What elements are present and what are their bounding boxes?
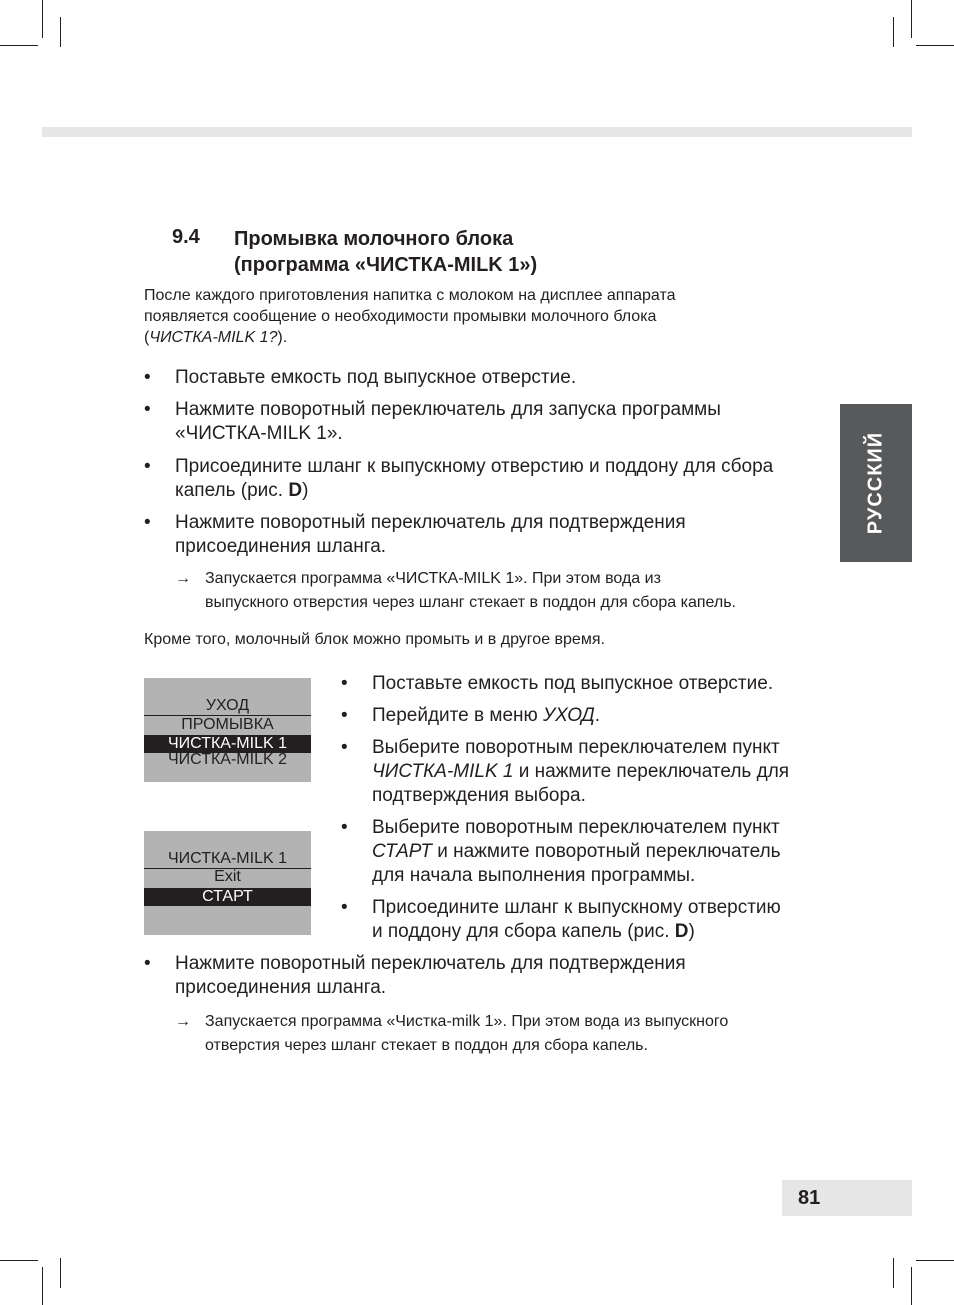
step-text: Выберите поворотным переключателем пункт (372, 817, 780, 838)
display-row: УХОД (205, 697, 250, 714)
bullet: • (341, 897, 348, 918)
step-text: Нажмите поворотный переключатель для подтверждения (175, 512, 686, 533)
page-number-box (782, 1180, 912, 1216)
bullet: • (341, 673, 348, 694)
step-text: Нажмите поворотный переключатель для подтверждения (175, 953, 686, 974)
display-row: ЧИСТКА-MILK 1 (168, 850, 287, 867)
page-number: 81 (798, 1187, 821, 1209)
step-text-pre: Перейдите в меню (372, 705, 544, 726)
intro-paren-open: ( (144, 329, 150, 346)
figure-ref: D (288, 480, 303, 501)
display-screen-menu (144, 678, 311, 782)
intro-line3 (144, 327, 784, 348)
arrow-right-icon: → (175, 570, 191, 587)
step-text: Присоедините шланг к выпускному отверстию и поддону для сбора (175, 456, 774, 477)
bullet: • (144, 512, 151, 533)
section-title-line2: (программа «ЧИСТКА-MILK 1») (234, 254, 538, 276)
menu-item-name: СТАРТ (372, 841, 432, 862)
figure-ref: D (674, 921, 689, 942)
step-text-pre: и поддону для сбора капель (рис. (372, 921, 675, 942)
note-text: Кроме того, молочный блок можно промыть и в другое время. (144, 631, 605, 648)
step-text: Поставьте емкость под выпускное отверстие. (175, 367, 577, 388)
step-text: для начала выполнения программы. (372, 865, 696, 886)
crop-mark (911, 0, 912, 38)
arrow-right-icon: → (175, 1013, 191, 1030)
crop-mark (916, 1260, 954, 1261)
step-text: «ЧИСТКА-MILK 1». (175, 423, 343, 444)
step-text: Поставьте емкость под выпускное отверстие. (372, 673, 774, 694)
result-text: Запускается программа «ЧИСТКА-MILK 1». При этом вода из (205, 570, 661, 587)
crop-mark (893, 1258, 894, 1288)
bullet: • (144, 399, 151, 420)
bullet: • (341, 705, 348, 726)
language-tab (840, 404, 912, 562)
bullet: • (341, 817, 348, 838)
step-text: Нажмите поворотный переключатель для запуска программы (175, 399, 721, 420)
result-text: отверстия через шланг стекает в поддон для сбора капель. (205, 1037, 648, 1054)
intro-paragraph (144, 285, 784, 348)
step-text (372, 920, 781, 944)
display-row: ПРОМЫВКА (181, 716, 274, 733)
bullet: • (144, 367, 151, 388)
intro-display-message: ЧИСТКА-MILK 1? (149, 329, 278, 346)
step-text-post: ) (688, 921, 695, 942)
bullet: • (144, 953, 151, 974)
bullet: • (341, 737, 348, 758)
result-text: выпускного отверстия через шланг стекает в поддон для сбора капель. (205, 594, 736, 611)
step-text-post: и нажмите переключатель для (513, 761, 790, 782)
step-text (175, 479, 773, 503)
intro-paren-close: ). (277, 329, 288, 346)
crop-mark (60, 17, 61, 47)
step-text: подтверждения выбора. (372, 785, 586, 806)
crop-mark (0, 1260, 38, 1261)
step-text (372, 760, 789, 784)
section-number: 9.4 (172, 226, 200, 248)
step-text (372, 840, 781, 864)
step-text-post: ) (302, 480, 309, 501)
header-bar (42, 127, 912, 137)
display-row: ЧИСТКА-MILK 2 (168, 751, 287, 768)
crop-mark (0, 45, 38, 46)
step-text: присоединения шланга. (175, 536, 387, 557)
step-text-pre: капель (рис. (175, 480, 289, 501)
display-screen-start (144, 831, 311, 935)
crop-mark (893, 17, 894, 47)
step-text (372, 704, 600, 728)
section-title-line1: Промывка молочного блока (234, 228, 514, 250)
crop-mark (60, 1258, 61, 1288)
intro-line1: После каждого приготовления напитка с молоком на дисплее аппарата (144, 287, 676, 304)
step-text-post: и нажмите поворотный переключатель (431, 841, 781, 862)
crop-mark (911, 1267, 912, 1305)
bullet: • (144, 456, 151, 477)
crop-mark (42, 1267, 43, 1305)
section-title (234, 226, 537, 278)
display-row-selected: ЧИСТКА-MILK 1 (144, 735, 311, 753)
result-text: Запускается программа «Чистка-milk 1». При этом вода из выпускного (205, 1013, 729, 1030)
crop-mark (916, 45, 954, 46)
step-text: присоединения шланга. (175, 977, 387, 998)
menu-item-name: ЧИСТКА-MILK 1 (372, 761, 514, 782)
step-text-post: . (594, 705, 600, 726)
step-text: Выберите поворотным переключателем пункт (372, 737, 780, 758)
display-row: Exit (214, 868, 241, 885)
language-tab-label: РУССКИЙ (864, 431, 887, 535)
intro-line2: появляется сообщение о необходимости промывки молочного блока (144, 308, 657, 325)
display-row-selected: СТАРТ (144, 888, 311, 906)
crop-mark (42, 0, 43, 38)
menu-name: УХОД (543, 705, 595, 726)
step-text: Присоедините шланг к выпускному отверстию (372, 897, 781, 918)
